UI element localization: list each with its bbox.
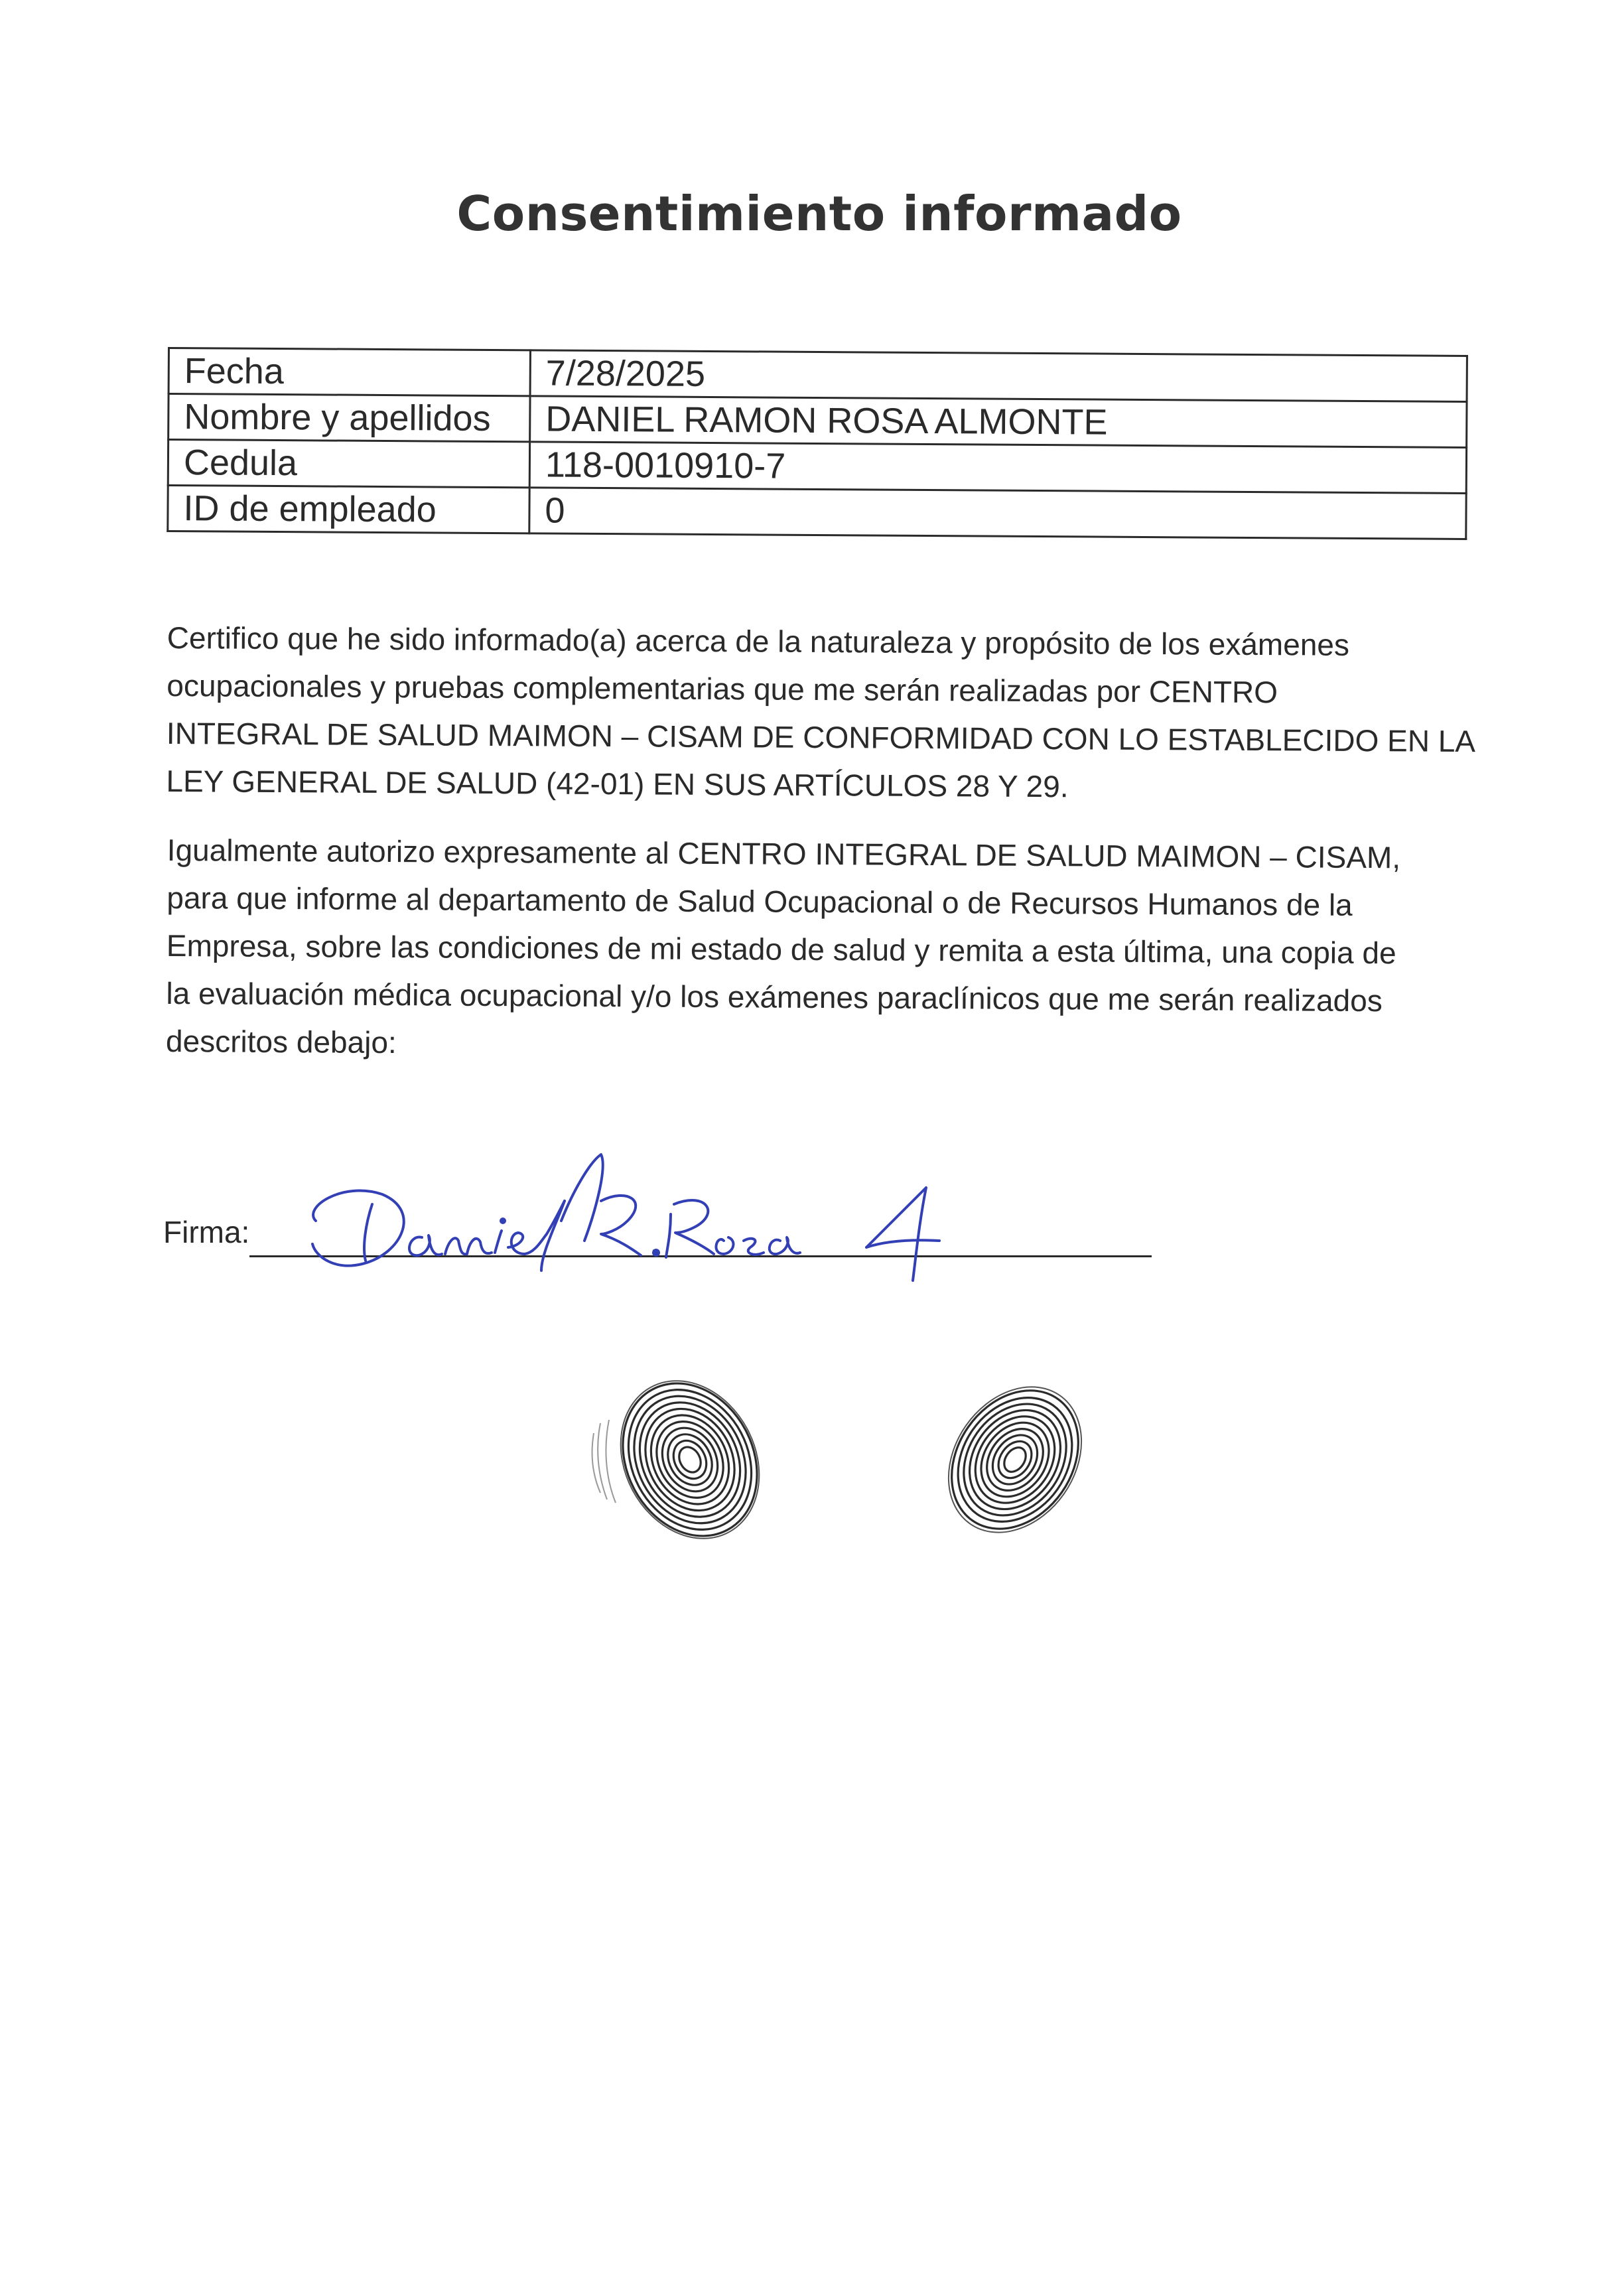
left-thumbprint — [577, 1360, 789, 1559]
authorization-paragraph — [166, 826, 1494, 1073]
employee-id-label: ID de empleado — [168, 486, 529, 533]
paragraph-line: INTEGRAL DE SALUD MAIMON – CISAM DE CONFORMIDAD CON LO ESTABLECIDO EN LA — [166, 715, 1476, 759]
fecha-value: 7/28/2025 — [530, 350, 1467, 402]
nombre-value: DANIEL RAMON ROSA ALMONTE — [530, 396, 1467, 448]
cedula-label: Cedula — [168, 440, 529, 488]
signature-label: Firma: — [163, 1215, 250, 1249]
paragraph-line: ocupacionales y pruebas complementarias que me serán realizadas por CENTRO — [167, 667, 1278, 710]
paragraph-line: para que informe al departamento de Salud Ocupacional o de Recursos Humanos de la — [167, 880, 1353, 922]
table-row — [168, 486, 1466, 539]
employee-id-value: 0 — [529, 488, 1466, 539]
table-row — [168, 440, 1466, 494]
paragraph-line: Certifico que he sido informado(a) acerca de la naturaleza y propósito de los exámenes — [167, 620, 1350, 662]
paragraph-line: descritos debajo: — [165, 1023, 397, 1060]
right-thumbprint — [915, 1360, 1115, 1559]
nombre-label: Nombre y apellidos — [169, 394, 530, 442]
page-title: Consentimiento informado — [456, 186, 1182, 242]
paragraph-line: Empresa, sobre las condiciones de mi estado de salud y remita a esta última, una copia de — [166, 928, 1396, 971]
cedula-value: 118-0010910-7 — [529, 442, 1466, 494]
employee-info-table — [167, 347, 1468, 540]
handwritten-signature — [230, 1141, 959, 1287]
paragraph-line: Igualmente autorizo expresamente al CENTRO INTEGRAL DE SALUD MAIMON – CISAM, — [167, 832, 1401, 875]
paragraph-line: LEY GENERAL DE SALUD (42-01) EN SUS ARTÍCULOS 28 Y 29. — [166, 763, 1069, 804]
certification-paragraph — [166, 614, 1494, 813]
table-row — [169, 394, 1467, 448]
paragraph-line: la evaluación médica ocupacional y/o los exámenes paraclínicos que me serán realizados — [166, 975, 1383, 1018]
signature-section — [163, 1141, 1198, 1287]
fecha-label: Fecha — [169, 348, 530, 396]
table-row — [169, 348, 1467, 402]
